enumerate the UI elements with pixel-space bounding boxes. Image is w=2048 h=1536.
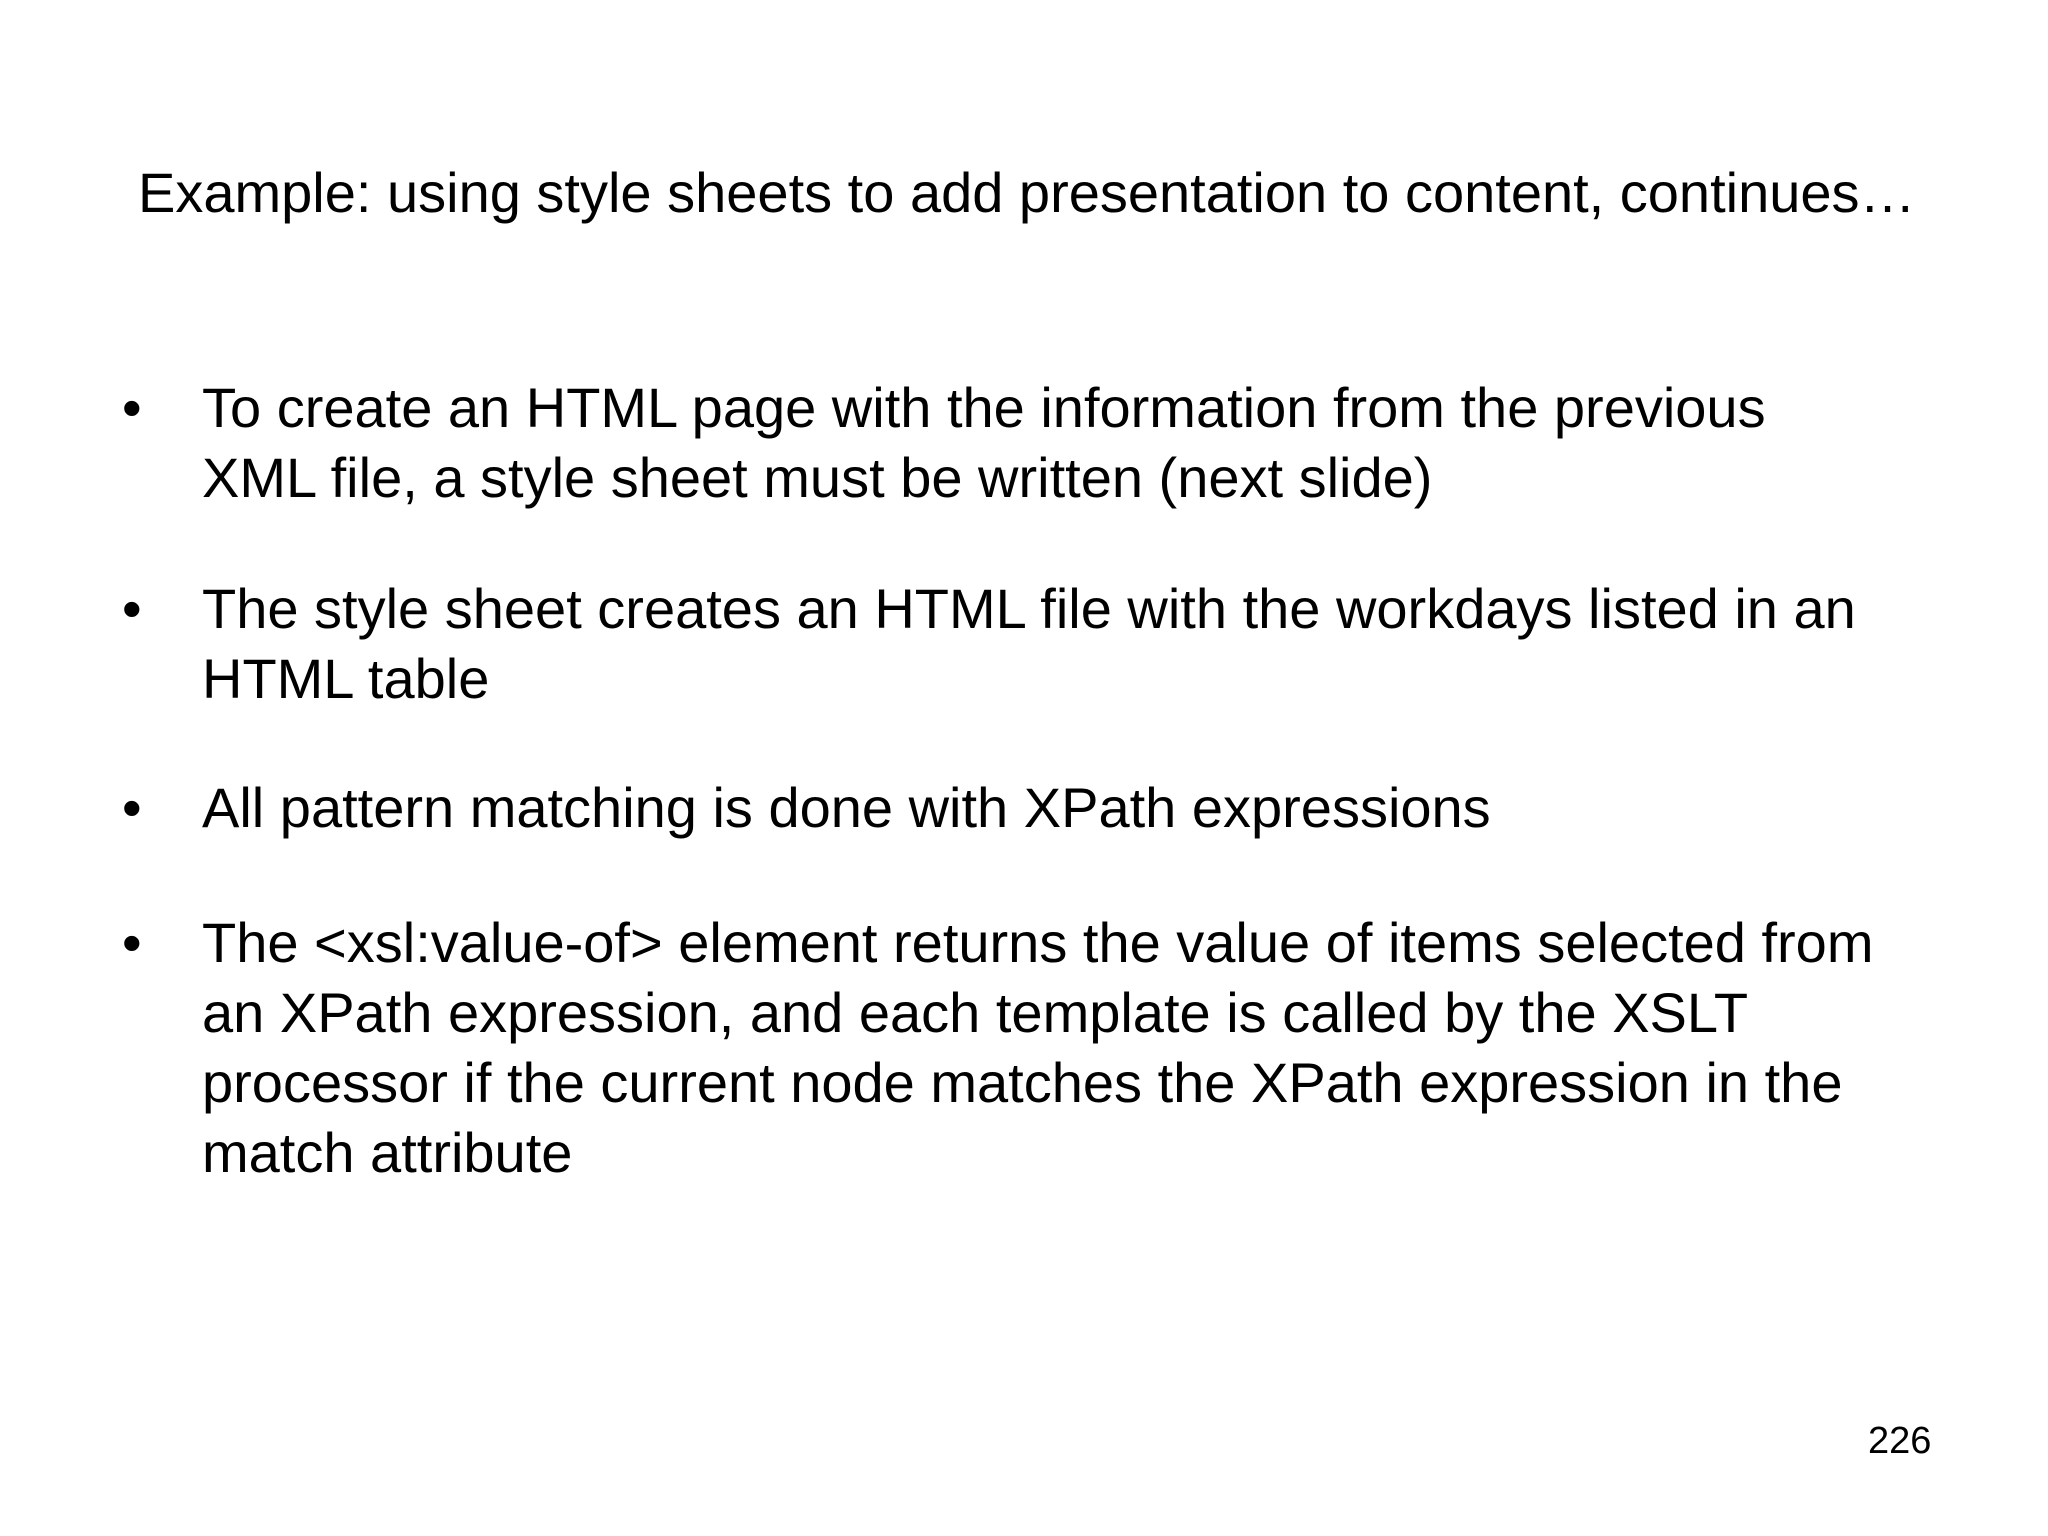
bullet-text (202, 574, 1942, 714)
bullet-line: an XPath expression, and each template is called by the XSLT (202, 981, 1749, 1044)
page-number: 226 (1868, 1420, 1932, 1462)
bullet-dot: • (122, 911, 142, 974)
bullet-line: XML file, a style sheet must be written (next slide) (202, 446, 1433, 509)
bullet-line: HTML table (202, 647, 490, 710)
slide-title: Example: using style sheets to add presentation to content, continues… (138, 161, 1916, 224)
bullet-text (202, 908, 1942, 1188)
bullet-dot: • (122, 376, 142, 439)
bullet-line: The <xsl:value-of> element returns the value of items selected from (202, 911, 1874, 974)
bullet-line: The style sheet creates an HTML file with the workdays listed in an (202, 577, 1856, 640)
bullet-line: To create an HTML page with the information from the previous (202, 376, 1766, 439)
bullet-dot: • (122, 776, 142, 839)
bullet-dot: • (122, 577, 142, 640)
bullet-line: All pattern matching is done with XPath expressions (202, 776, 1491, 839)
bullet-text (202, 773, 1942, 843)
bullet-line: processor if the current node matches the XPath expression in the (202, 1051, 1843, 1114)
bullet-line: match attribute (202, 1121, 573, 1184)
bullet-text (202, 373, 1942, 513)
